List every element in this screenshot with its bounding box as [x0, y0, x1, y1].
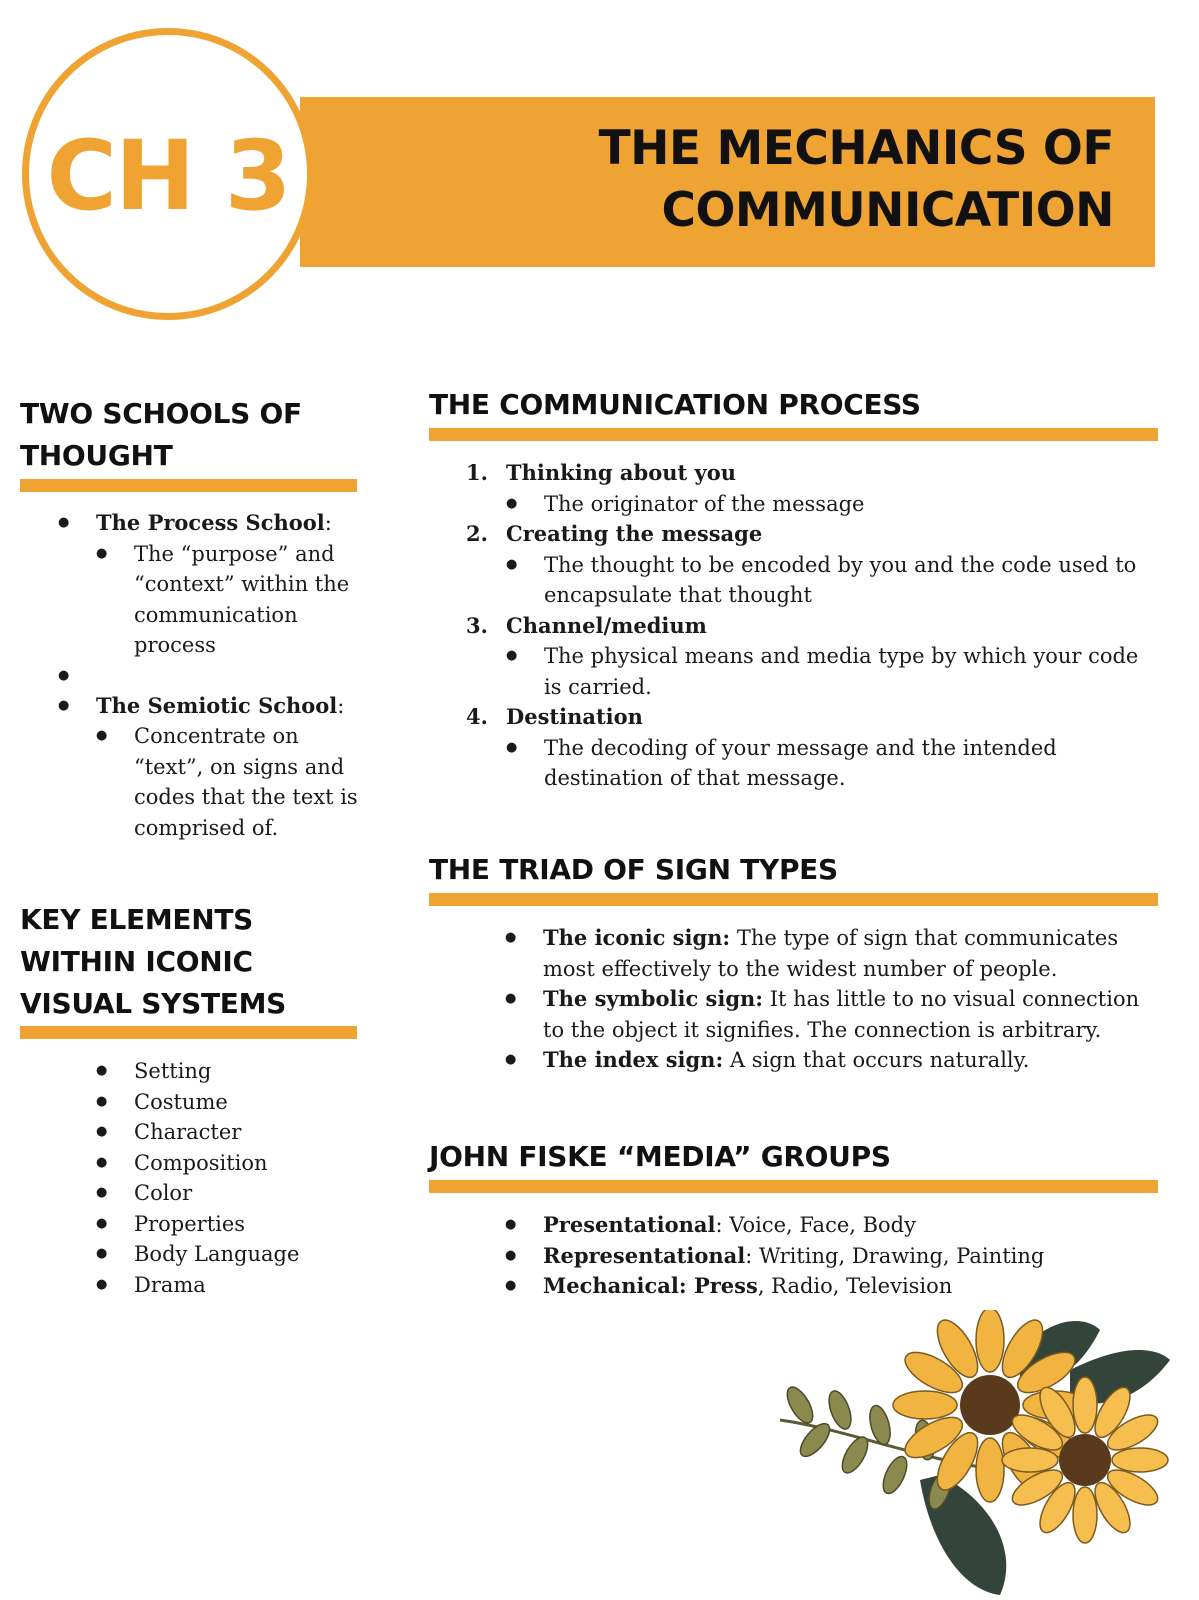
- list-item: ● Mechanical: Press, Radio, Television: [505, 1271, 1157, 1302]
- list-item: ● Costume: [96, 1087, 356, 1118]
- page-title: [599, 118, 1114, 242]
- fiske-heading: JOHN FISKE “MEDIA” GROUPS: [429, 1140, 891, 1173]
- process-heading: THE COMMUNICATION PROCESS: [429, 388, 921, 421]
- fiske-rule: [429, 1180, 1158, 1193]
- list-item: ● Composition: [96, 1148, 356, 1179]
- list-item: ● The Process School: ● The “purpose” and “context” within the communication process: [58, 508, 368, 661]
- list-item: ● Setting: [96, 1056, 356, 1087]
- chapter-number: CH 3: [46, 120, 290, 232]
- list-item: ● The decoding of your message and the intended destination of that message.: [506, 733, 1156, 794]
- process-step: 1. Thinking about you ● The originator of the message: [466, 458, 1156, 519]
- process-step: 4. Destination ● The decoding of your message and the intended destination of that message.: [466, 702, 1156, 794]
- triad-rule: [429, 893, 1158, 906]
- list-item: ● The symbolic sign: It has little to no visual connection to the object it signifies. The connection is arbitrary.: [505, 984, 1157, 1045]
- key-elements-list: [96, 1056, 356, 1300]
- key-elements-heading: KEY ELEMENTS WITHIN ICONIC VISUAL SYSTEMS: [20, 903, 287, 1020]
- triad-heading: THE TRIAD OF SIGN TYPES: [429, 853, 838, 886]
- list-item: ● The physical means and media type by which your code is carried.: [506, 641, 1156, 702]
- list-item: ● Character: [96, 1117, 356, 1148]
- two-schools-list: [58, 508, 368, 843]
- process-rule: [429, 428, 1158, 441]
- key-elements-rule: [20, 1026, 357, 1039]
- process-step: 2. Creating the message ● The thought to be encoded by you and the code used to encapsulate that thought: [466, 519, 1156, 611]
- list-item: ● The iconic sign: The type of sign that communicates most effectively to the widest number of people.: [505, 923, 1157, 984]
- process-step: 3. Channel/medium ● The physical means and media type by which your code is carried.: [466, 611, 1156, 703]
- list-item: ● The Semiotic School: ● Concentrate on “text”, on signs and codes that the text is comprised of.: [58, 691, 368, 844]
- list-item: ● Presentational: Voice, Face, Body: [505, 1210, 1157, 1241]
- list-item: ● Concentrate on “text”, on signs and codes that the text is comprised of.: [96, 721, 368, 843]
- sunflower-bouquet-icon: [770, 1310, 1180, 1600]
- process-list: [466, 458, 1156, 794]
- list-spacer: [58, 661, 368, 691]
- list-item: ● The index sign: A sign that occurs naturally.: [505, 1045, 1157, 1076]
- list-item: ● Drama: [96, 1270, 356, 1301]
- two-schools-heading: TWO SCHOOLS OF THOUGHT: [20, 397, 302, 472]
- triad-list: [505, 923, 1157, 1076]
- list-item: ● The originator of the message: [506, 489, 1156, 520]
- list-item: ● Body Language: [96, 1239, 356, 1270]
- list-item: ● The “purpose” and “context” within the communication process: [96, 539, 368, 661]
- list-item: ● Properties: [96, 1209, 356, 1240]
- list-item: ● Color: [96, 1178, 356, 1209]
- two-schools-rule: [20, 479, 357, 492]
- chapter-badge: [22, 28, 314, 320]
- list-item: ● The thought to be encoded by you and the code used to encapsulate that thought: [506, 550, 1156, 611]
- fiske-list: [505, 1210, 1157, 1302]
- page-title-line1: THE MECHANICS OF: [598, 121, 1114, 176]
- list-item: ● Representational: Writing, Drawing, Painting: [505, 1241, 1157, 1272]
- page-title-line2: COMMUNICATION: [661, 183, 1114, 238]
